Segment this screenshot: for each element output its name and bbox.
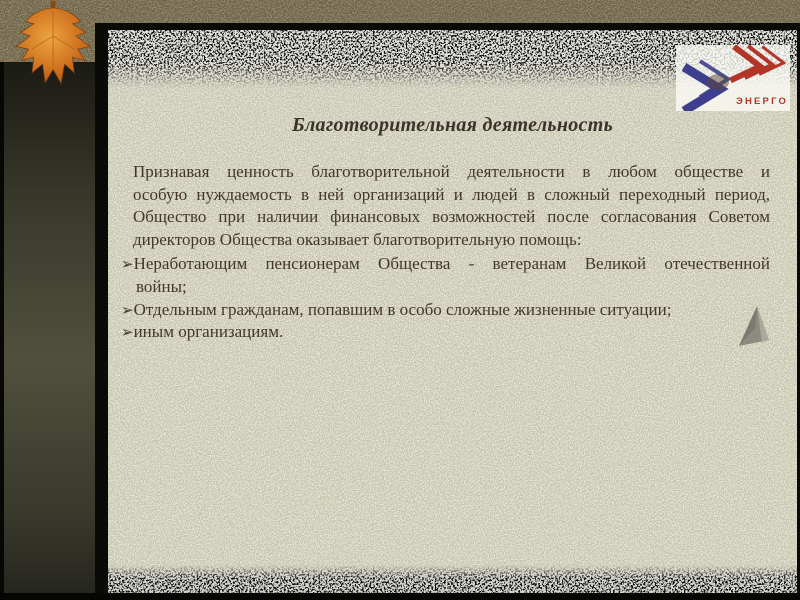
body-paragraph bbox=[133, 161, 770, 251]
logo-text: ЭНЕРГО bbox=[736, 96, 789, 107]
bullet-text: войны; bbox=[136, 276, 187, 296]
bullet-marker-icon: ➢ bbox=[121, 300, 134, 319]
bullet-text: Отдельным гражданам, попавшим в особо сложные жизненные ситуации; bbox=[133, 299, 672, 319]
bullet-item bbox=[121, 253, 770, 298]
paragraph-line: директоров Общества оказывает благотворительную помощь: bbox=[133, 229, 582, 249]
company-logo bbox=[676, 45, 790, 111]
left-strip bbox=[4, 62, 95, 593]
bullet-list bbox=[121, 253, 770, 343]
slide-title: Благотворительная деятельность bbox=[291, 114, 614, 136]
bullet-item bbox=[121, 321, 770, 344]
autumn-maple-leaf-icon bbox=[10, 0, 98, 86]
gray-fold-triangle-icon bbox=[728, 300, 778, 352]
bullet-text: иным организациям. bbox=[133, 322, 284, 342]
top-strip-texture bbox=[0, 0, 800, 23]
bullet-text: Неработающим пенсионерам Общества - ветеранам Великой отечественной bbox=[133, 254, 770, 274]
bottom-noise-band bbox=[108, 565, 797, 593]
paragraph-line: особую нуждаемость в ней организаций и людей в сложный переходный период, bbox=[133, 184, 770, 204]
body-text bbox=[121, 161, 770, 344]
bottom-edge-bar bbox=[0, 593, 800, 600]
bullet-item bbox=[121, 299, 770, 322]
logo-emblem-smudge bbox=[707, 74, 729, 90]
bullet-marker-icon: ➢ bbox=[121, 255, 134, 274]
paragraph-line: Общество при наличии финансовых возможностей после согласования Советом bbox=[133, 207, 770, 227]
paragraph-line: Признавая ценность благотворительной деятельности в любом обществе и bbox=[133, 162, 770, 181]
content-canvas bbox=[108, 30, 797, 593]
bullet-marker-icon: ➢ bbox=[121, 323, 134, 342]
top-strip bbox=[0, 0, 800, 23]
